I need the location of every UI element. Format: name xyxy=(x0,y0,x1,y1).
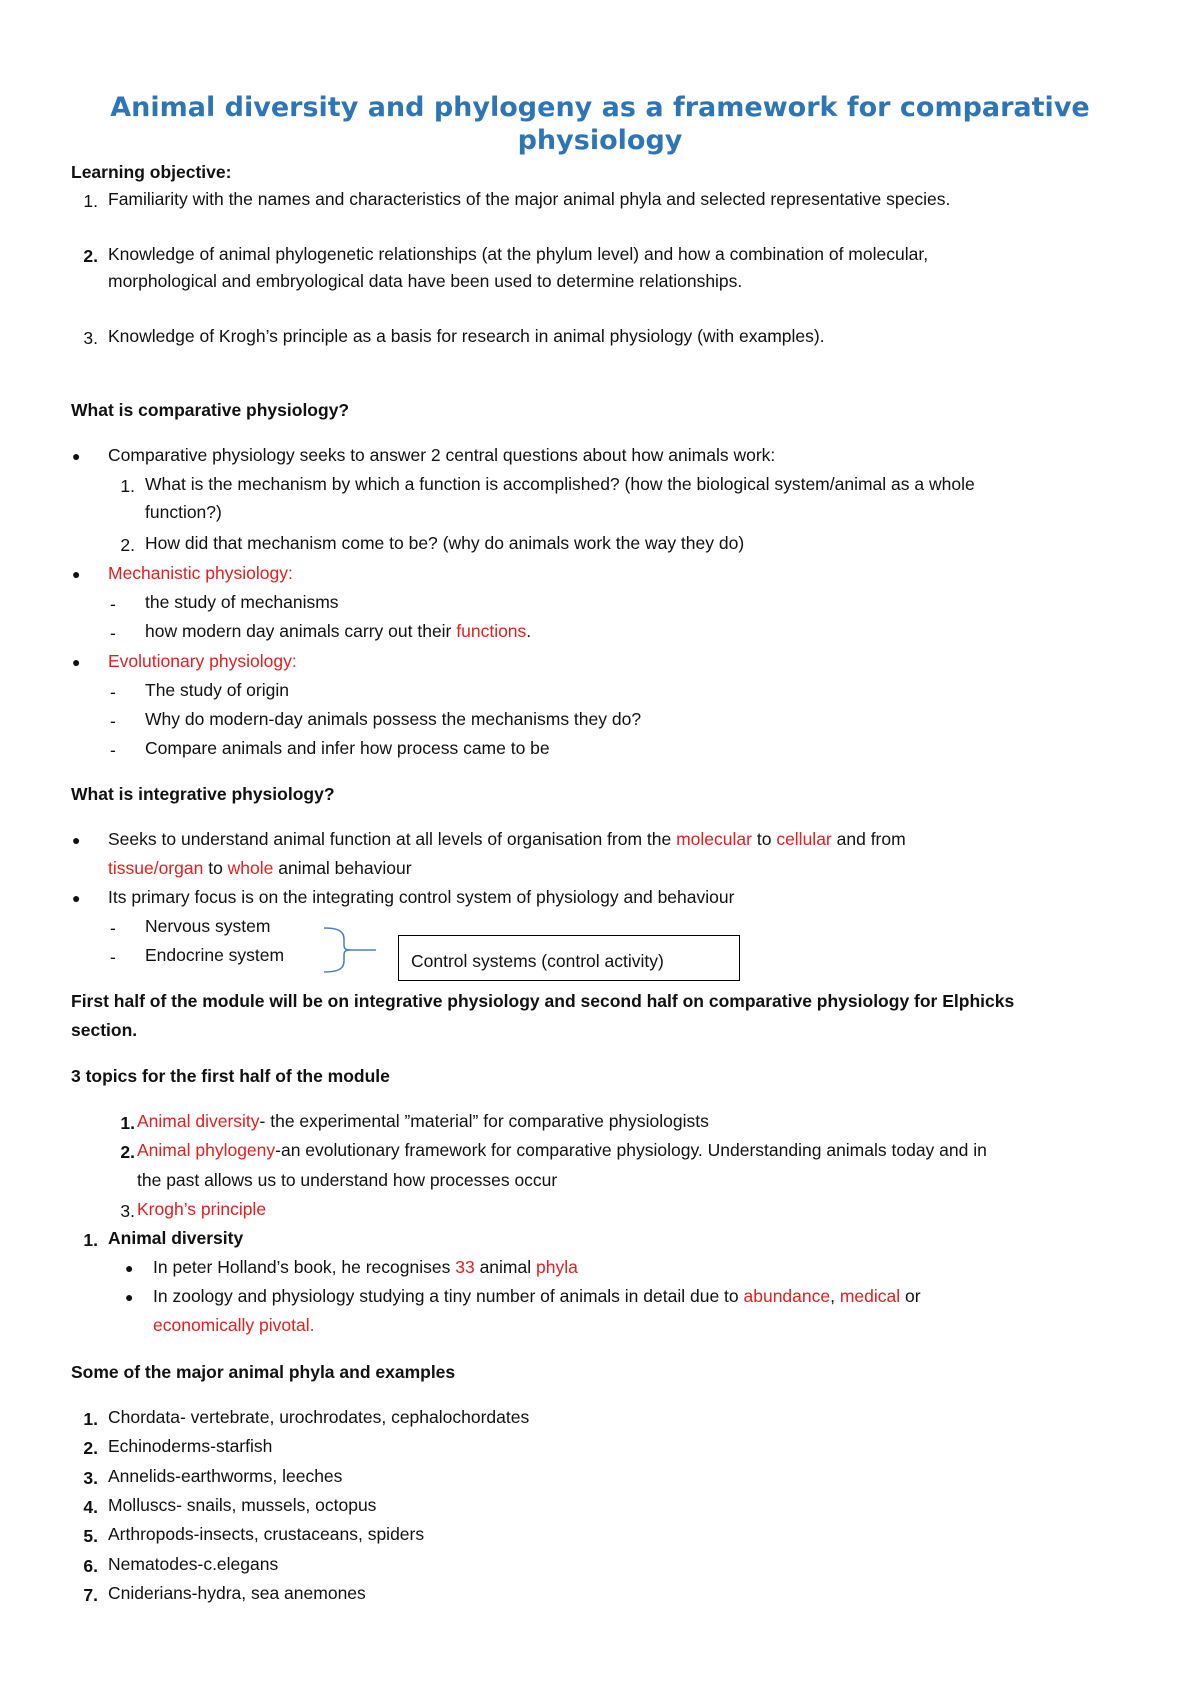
evolutionary-label: Evolutionary physiology: xyxy=(108,651,297,671)
bullet-icon: ● xyxy=(72,832,81,848)
bullet-icon: ● xyxy=(125,1289,134,1305)
text-run: and from xyxy=(831,829,906,849)
dash-marker: - xyxy=(110,682,116,702)
mechanistic-point xyxy=(145,623,531,641)
module-note-line2: section. xyxy=(71,1020,138,1040)
text-run: -an evolutionary framework for comparative physiology. Understanding animals today and in xyxy=(275,1140,987,1160)
brace-connector-icon xyxy=(318,925,378,975)
evolutionary-point: The study of origin xyxy=(145,680,289,700)
comparative-bullet-text: Comparative physiology seeks to answer 2 central questions about how animals work: xyxy=(108,445,776,465)
question-text: What is the mechanism by which a function is accomplished? (how the biological system/animal as a whole xyxy=(145,474,975,494)
objective-number: 2. xyxy=(83,246,98,266)
topic-number: 3. xyxy=(120,1201,135,1221)
text-run: In zoology and physiology studying a tiny number of animals in detail due to xyxy=(153,1286,744,1306)
text-run: to xyxy=(751,829,777,849)
highlight-economically-pivotal: economically pivotal. xyxy=(153,1315,315,1335)
text-run: In peter Holland’s book, he recognises xyxy=(153,1257,456,1277)
text-run: , xyxy=(830,1286,840,1306)
topic-title: Animal phylogeny xyxy=(137,1140,276,1160)
page-title-line2: physiology xyxy=(517,125,683,156)
phylum-number: 1. xyxy=(83,1409,98,1429)
topic-number: 2. xyxy=(120,1142,135,1162)
text-run: - the experimental ”material” for comparative physiologists xyxy=(259,1111,709,1131)
objective-number: 1. xyxy=(83,191,98,211)
highlight-cellular: cellular xyxy=(776,829,832,849)
mechanistic-point: the study of mechanisms xyxy=(145,592,339,612)
evolutionary-point: Compare animals and infer how process came to be xyxy=(145,738,550,758)
phylum-number: 7. xyxy=(83,1585,98,1605)
topic-title: Krogh’s principle xyxy=(137,1199,267,1219)
bullet-icon: ● xyxy=(72,654,81,670)
topic-item-line2: the past allows us to understand how processes occur xyxy=(137,1170,558,1190)
integrative-bullet-text: Its primary focus is on the integrating control system of physiology and behaviour xyxy=(108,887,735,907)
text-run: to xyxy=(203,858,228,878)
phylum-number: 5. xyxy=(83,1526,98,1546)
comparative-heading: What is comparative physiology? xyxy=(71,400,350,420)
bullet-icon: ● xyxy=(72,448,81,464)
integrative-heading: What is integrative physiology? xyxy=(71,784,335,804)
highlight-33: 33 xyxy=(455,1257,475,1277)
highlight-molecular: molecular xyxy=(676,829,752,849)
control-system-item: Endocrine system xyxy=(145,945,285,965)
control-system-item: Nervous system xyxy=(145,916,271,936)
objective-number: 3. xyxy=(83,328,98,348)
phylum-number: 3. xyxy=(83,1468,98,1488)
dash-marker: - xyxy=(110,594,116,614)
objective-text-line2: morphological and embryological data have been used to determine relationships. xyxy=(108,271,743,291)
objectives-heading: Learning objective: xyxy=(71,162,232,182)
bullet-icon: ● xyxy=(72,566,81,582)
diversity-point xyxy=(153,1259,578,1277)
text-run: how modern day animals carry out their xyxy=(145,621,457,641)
question-number: 1. xyxy=(120,476,135,496)
topics-heading: 3 topics for the first half of the module xyxy=(71,1066,390,1086)
topic-title: Animal diversity xyxy=(137,1111,260,1131)
objective-text: Familiarity with the names and characteristics of the major animal phyla and selected representative species. xyxy=(108,189,951,209)
phylum-item: Chordata- vertebrate, urochrodates, cephalochordates xyxy=(108,1407,530,1427)
phyla-heading: Some of the major animal phyla and examples xyxy=(71,1362,456,1382)
dash-marker: - xyxy=(110,623,116,643)
phylum-item: Nematodes-c.elegans xyxy=(108,1554,279,1574)
phylum-number: 4. xyxy=(83,1497,98,1517)
integrative-bullet-text-line2 xyxy=(108,860,412,878)
phylum-number: 2. xyxy=(83,1438,98,1458)
dash-marker: - xyxy=(110,947,116,967)
text-run: Seeks to understand animal function at all levels of organisation from the xyxy=(108,829,677,849)
dash-marker: - xyxy=(110,711,116,731)
section-number: 1. xyxy=(83,1230,98,1250)
bullet-icon: ● xyxy=(125,1260,134,1276)
topic-item xyxy=(137,1142,987,1160)
diversity-heading: Animal diversity xyxy=(108,1228,244,1248)
phylum-number: 6. xyxy=(83,1556,98,1576)
highlight-phyla: phyla xyxy=(535,1257,578,1277)
phylum-item: Molluscs- snails, mussels, octopus xyxy=(108,1495,377,1515)
highlight-whole: whole xyxy=(227,858,274,878)
topic-number: 1. xyxy=(120,1113,135,1133)
phylum-item: Cniderians-hydra, sea anemones xyxy=(108,1583,366,1603)
bullet-icon: ● xyxy=(72,890,81,906)
control-systems-callout xyxy=(398,935,740,981)
question-text-line2: function?) xyxy=(145,502,222,522)
page-title: Animal diversity and phylogeny as a framework for comparative xyxy=(110,92,1090,123)
phylum-item: Arthropods-insects, crustaceans, spiders xyxy=(108,1524,425,1544)
objective-text: Knowledge of animal phylogenetic relationships (at the phylum level) and how a combination of molecular, xyxy=(108,244,929,264)
highlight-tissue-organ: tissue/organ xyxy=(108,858,204,878)
integrative-bullet-text xyxy=(108,831,906,849)
module-note: First half of the module will be on integrative physiology and second half on comparative physiology for Elphicks xyxy=(71,991,1015,1011)
text-run: animal behaviour xyxy=(273,858,412,878)
highlight-medical: medical xyxy=(839,1286,901,1306)
objective-text: Knowledge of Krogh’s principle as a basis for research in animal physiology (with examples). xyxy=(108,326,825,346)
highlight-functions: functions xyxy=(456,621,527,641)
callout-text: Control systems (control activity) xyxy=(411,951,664,971)
text-run: animal xyxy=(474,1257,536,1277)
topic-item xyxy=(137,1113,709,1131)
highlight-abundance: abundance xyxy=(743,1286,831,1306)
text-run: or xyxy=(900,1286,921,1306)
text-run: . xyxy=(526,621,532,641)
phylum-item: Annelids-earthworms, leeches xyxy=(108,1466,343,1486)
dash-marker: - xyxy=(110,918,116,938)
dash-marker: - xyxy=(110,740,116,760)
diversity-point xyxy=(153,1288,921,1306)
question-number: 2. xyxy=(120,535,135,555)
question-text: How did that mechanism come to be? (why do animals work the way they do) xyxy=(145,533,745,553)
phylum-item: Echinoderms-starfish xyxy=(108,1436,273,1456)
evolutionary-point: Why do modern-day animals possess the mechanisms they do? xyxy=(145,709,642,729)
mechanistic-label: Mechanistic physiology: xyxy=(108,563,293,583)
